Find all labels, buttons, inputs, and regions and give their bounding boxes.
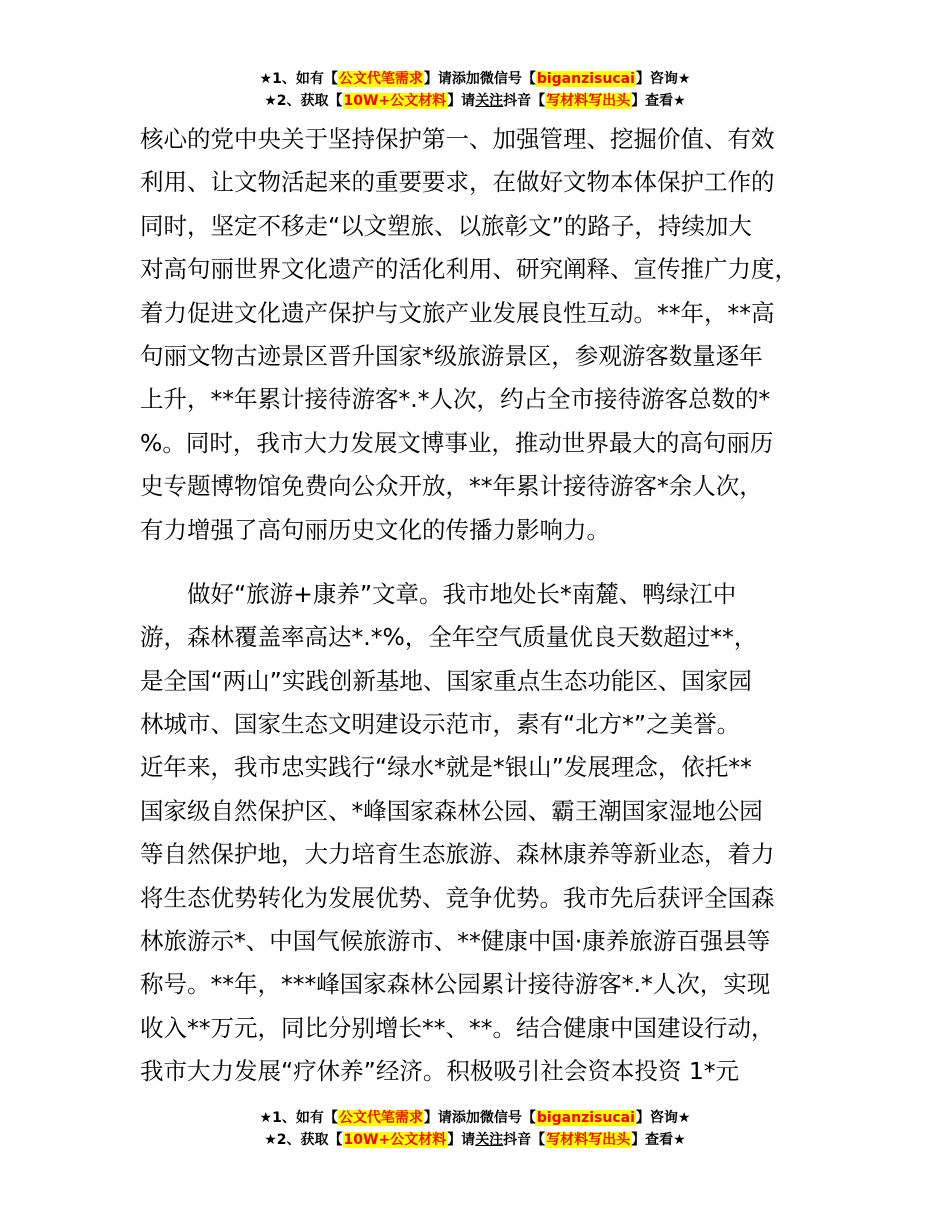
text-line: 核心的党中央关于坚持保护第一、加强管理、挖掘价值、有效 [140,125,775,153]
banner-line-1 [0,1107,950,1129]
underlined-follow: 关注 [475,93,504,109]
text-line: 林旅游示*、中国气候旅游市、**健康中国·康养旅游百强县等 [140,927,771,956]
text-line: %。同时，我市大力发展文博事业，推动世界最大的高句丽历 [140,428,774,457]
text-line: 林城市、国家生态文明建设示范市，素有“北方*”之美誉。 [140,710,741,739]
highlight-materials: 10W+公文材料 [343,93,447,109]
banner-text: ★2、获取【 [264,93,343,109]
text-line: 史专题博物馆免费向公众开放，**年累计接待游客*余人次， [140,472,763,501]
text-line: 称号。**年，***峰国家森林公园累计接待游客*.*人次，实现 [140,970,771,999]
text-line: 做好“旅游+康养”文章。我市地处长*南麓、鸭绿江中 [187,579,737,608]
paragraph-2 [140,573,830,1094]
highlight-ghostwriting: 公文代笔需求 [338,1110,423,1126]
banner-text: 】请添加微信号【 [423,71,536,87]
banner-text: 】请添加微信号【 [423,1110,536,1126]
text-line: 同时，坚定不移走“以文塑旅、以旅彰文”的路子，持续加大 [140,211,752,240]
highlight-douyin: 写材料写出头 [546,93,631,109]
text-line: 利用、让文物活起来的重要要求，在做好文物本体保护工作的 [140,168,775,197]
highlight-wechat-id: biganzisucai [536,71,635,87]
text-line: 收入**万元，同比分别增长**、**。结合健康中国建设行动， [140,1013,775,1042]
text-line: 是全国“两山”实践创新基地、国家重点生态功能区、国家园 [140,666,752,695]
paragraph-spacer [140,552,830,573]
header-banner [0,68,950,112]
paragraph-1 [140,118,830,552]
banner-text: 】请 [447,93,476,109]
banner-text: 】查看★ [631,93,686,109]
banner-text: 】咨询★ [635,1110,691,1126]
footer-banner [0,1107,950,1151]
text-line: 上升，**年累计接待游客*.*人次，约占全市接待游客总数的* [140,385,771,414]
banner-text: ★1、如有【 [259,1110,338,1126]
text-line: 对高句丽世界文化遗产的活化利用、研究阐释、宣传推广力度， [140,255,798,284]
text-line: 游，森林覆盖率高达*.*%，全年空气质量优良天数超过**， [140,623,758,652]
document-body [140,118,830,1094]
highlight-wechat-id: biganzisucai [536,1110,635,1126]
banner-text: 抖音【 [503,1132,546,1148]
text-line: 有力增强了高句丽历史文化的传播力影响力。 [140,515,610,544]
text-line: 着力促进文化遗产保护与文旅产业发展良性互动。**年，**高 [140,298,775,327]
banner-line-2 [0,1129,950,1151]
banner-text: 】咨询★ [635,71,691,87]
highlight-materials: 10W+公文材料 [343,1132,447,1148]
text-line: 我市大力发展“疗休养”经济。积极吸引社会资本投资 1*元 [140,1057,740,1086]
text-line: 国家级自然保护区、*峰国家森林公园、霸王潮国家湿地公园 [140,796,763,825]
banner-text: ★1、如有【 [259,71,338,87]
text-line: 近年来，我市忠实践行“绿水*就是*银山”发展理念，依托** [140,753,752,782]
banner-text: 】请 [447,1132,476,1148]
banner-text: ★2、获取【 [264,1132,343,1148]
underlined-follow: 关注 [475,1132,504,1148]
text-line: 将生态优势转化为发展优势、竞争优势。我市先后获评全国森 [140,883,775,912]
highlight-ghostwriting: 公文代笔需求 [338,71,423,87]
banner-text: 抖音【 [503,93,546,109]
banner-line-1 [0,68,950,90]
banner-text: 】查看★ [631,1132,686,1148]
text-line: 等自然保护地，大力培育生态旅游、森林康养等新业态，着力 [140,840,775,869]
text-line: 句丽文物古迹景区晋升国家*级旅游景区，参观游客数量逐年 [140,341,763,370]
banner-line-2 [0,90,950,112]
highlight-douyin: 写材料写出头 [546,1132,631,1148]
